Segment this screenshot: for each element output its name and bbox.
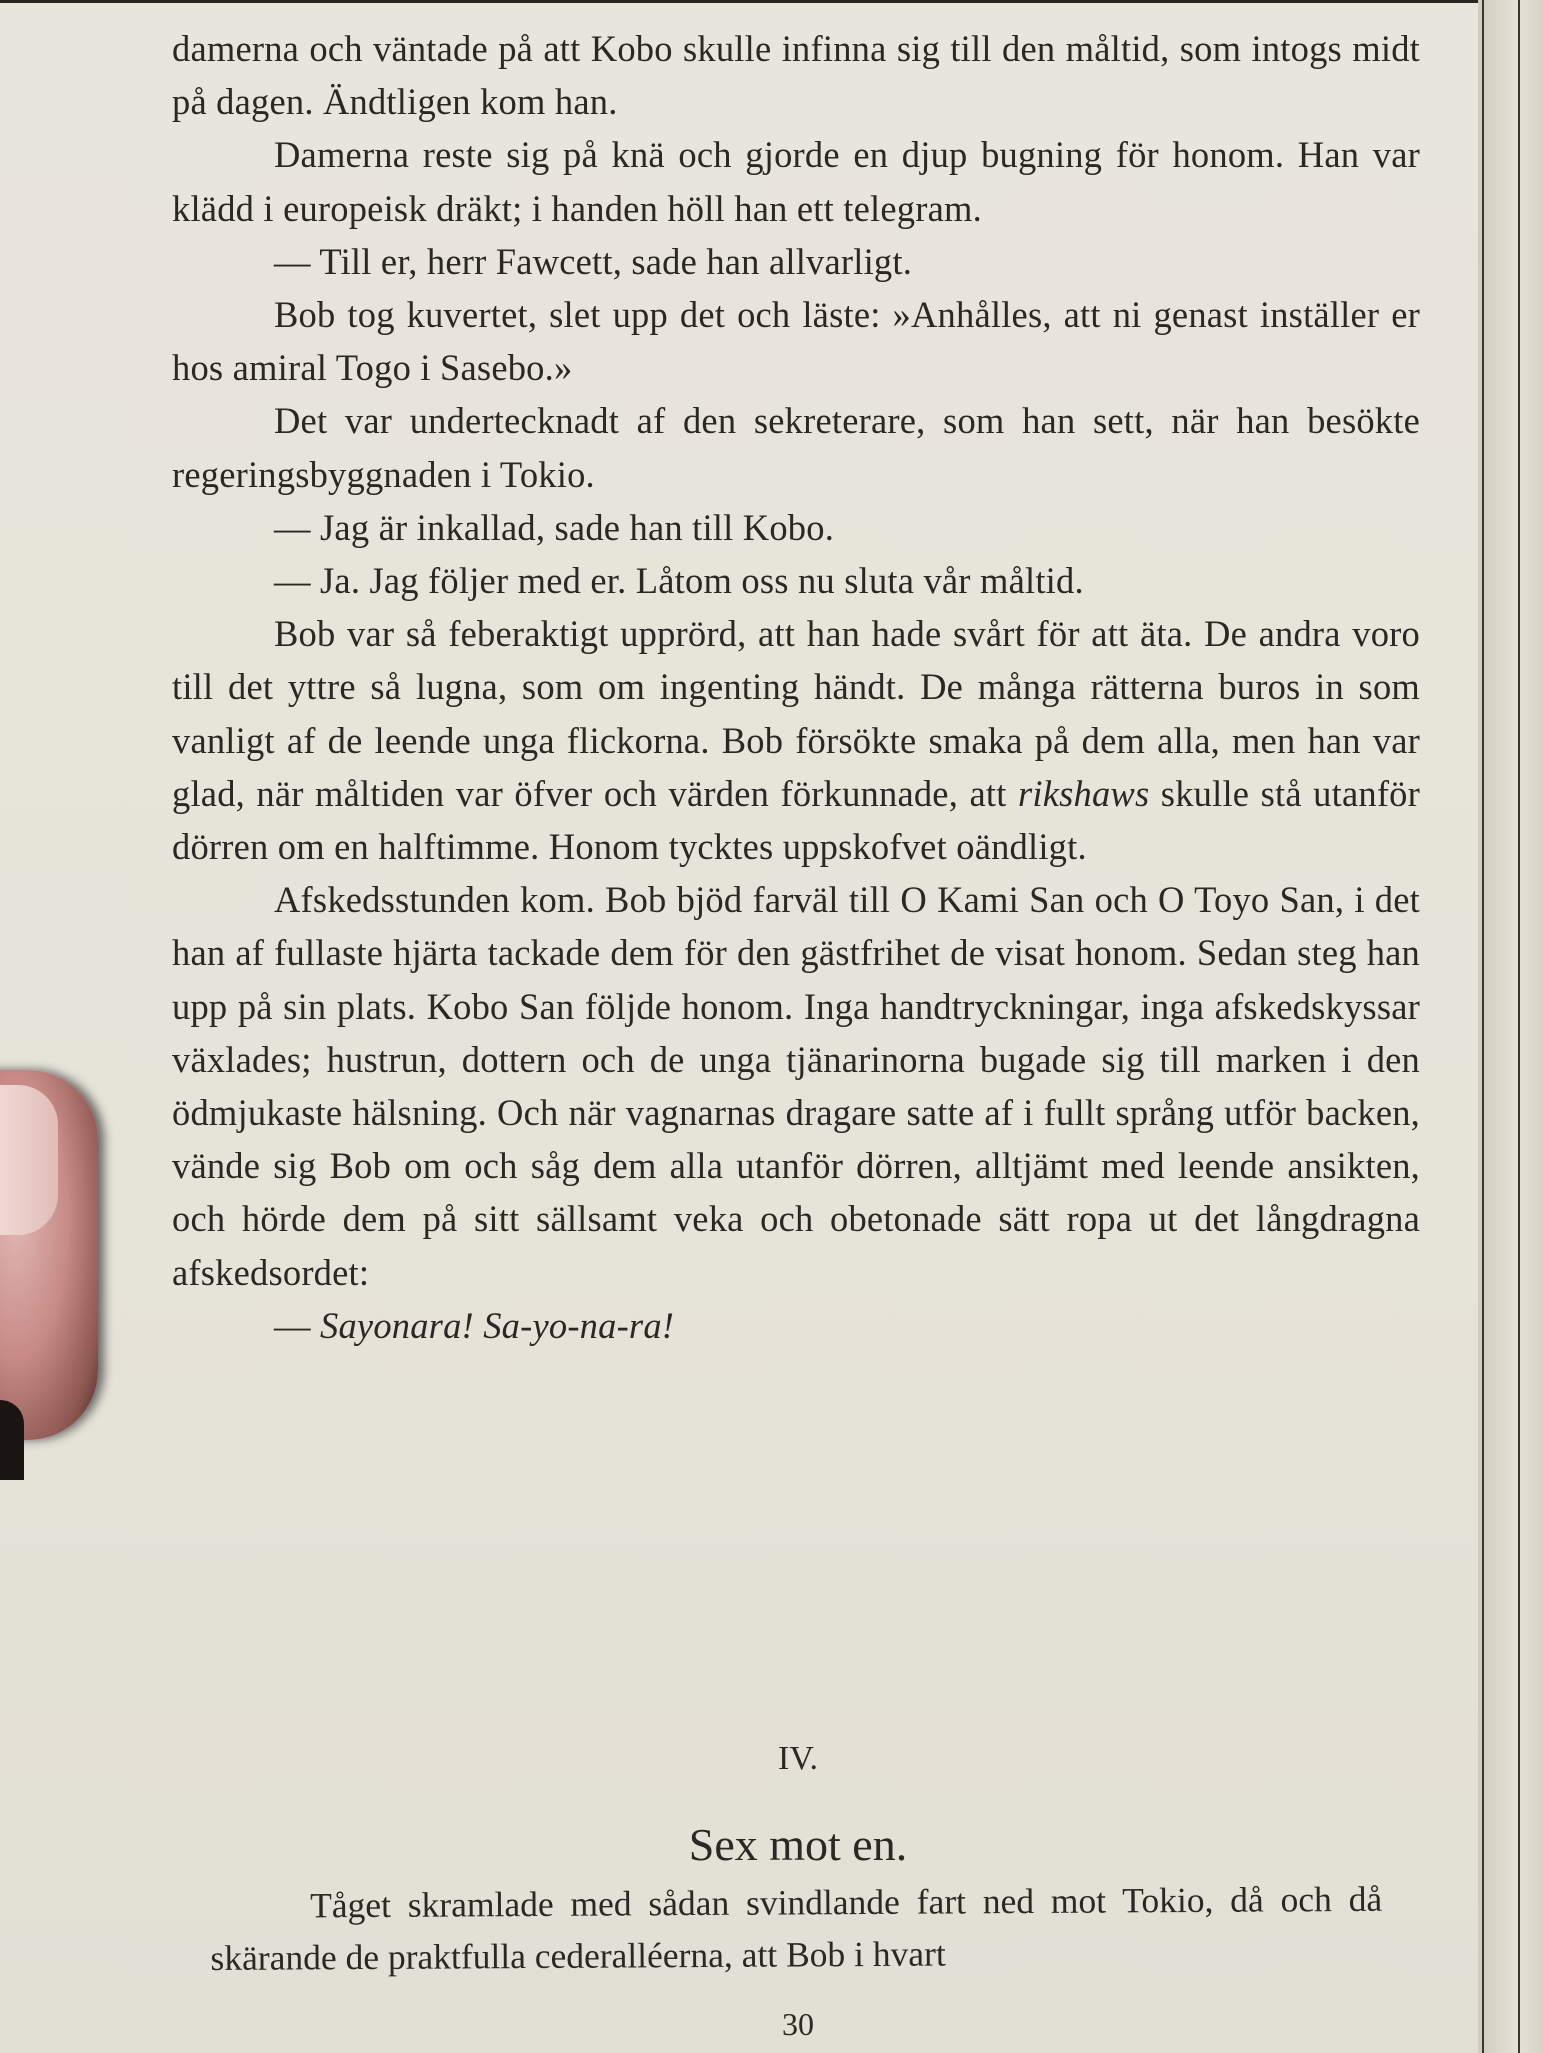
- sayonara-line: [172, 1299, 1420, 1352]
- thumbnail: [0, 1085, 58, 1235]
- chapter-number: IV.: [778, 1740, 818, 1777]
- body-text: [172, 22, 1420, 1352]
- paragraph: — Till er, herr Fawcett, sade han allvarligt.: [274, 240, 913, 282]
- page-number: 30: [782, 2006, 814, 2042]
- chapter-title: Sex mot en.: [688, 1819, 908, 1870]
- paragraph: — Ja. Jag följer med er. Låtom oss nu sluta vår måltid.: [274, 560, 1084, 602]
- paragraph: Bob tog kuvertet, slet upp det och läste: »Anhålles, att ni genast inställer er hos amiral Togo i Sasebo.»: [172, 294, 1420, 389]
- paragraph: Damerna reste sig på knä och gjorde en djup bugning för honom. Han var klädd i europeisk dräkt; i handen höll han ett telegram.: [172, 134, 1420, 229]
- paragraph-text: Bob var så feberaktigt upprörd, att han hade svårt för att äta. De andra voro till det yttre så lugna, som om ingenting händt. De många rätterna buros in som vanligt af de leende unga flickorna. Bob försökte smaka på dem alla, men han var glad, när måltiden var öfver och värden förkunnade, att: [172, 613, 1420, 814]
- thumb-shadow: [0, 1400, 24, 1480]
- sayonara-text: Sayonara! Sa-yo-na-ra!: [320, 1304, 675, 1346]
- paragraph-farewell: Afskedsstunden kom. Bob bjöd farväl till O Kami San och O Toyo San, i det han af fullaste hjärta tackade dem för den gästfrihet de visat honom. Sedan steg han upp på sin plats. Kobo San följde honom. Inga handtryckningar, inga afskedskyssar växlades; hustrun, dottern och de unga tjänarinorna bugade sig till marken i den ödmjukaste hälsning. Och när vagnarnas dragare satte af i fullt språng utför backen, vände sig Bob om och såg dem alla utanför dörren, alltjämt med leende ansikten, och hörde dem på sitt sällsamt veka och obetonade sätt ropa ut det långdragna afskedsordet:: [172, 879, 1420, 1293]
- paragraph: Det var undertecknadt af den sekreterare, som han sett, när han besökte regeringsbyggnaden i Tokio.: [172, 400, 1420, 495]
- paragraph-text: skulle stå utanför dörren om en halftimme. Honom tycktes uppskofvet oändligt.: [172, 772, 1420, 868]
- italic-word: rikshaws: [1017, 772, 1150, 814]
- chapter-opening-text: [210, 1873, 1383, 1984]
- paragraph: Tåget skramlade med sådan svindlande fart ned mot Tokio, då och då skärande de praktfulla cederalléerna, att Bob i hvart: [210, 1878, 1383, 1978]
- paragraph-rikshaws: [172, 607, 1420, 873]
- dash: —: [274, 1304, 311, 1346]
- paragraph: — Jag är inkallad, sade han till Kobo.: [274, 506, 835, 548]
- paragraph: damerna och väntade på att Kobo skulle infinna sig till den måltid, som intogs midt på dagen. Ändtligen kom han.: [172, 28, 1420, 123]
